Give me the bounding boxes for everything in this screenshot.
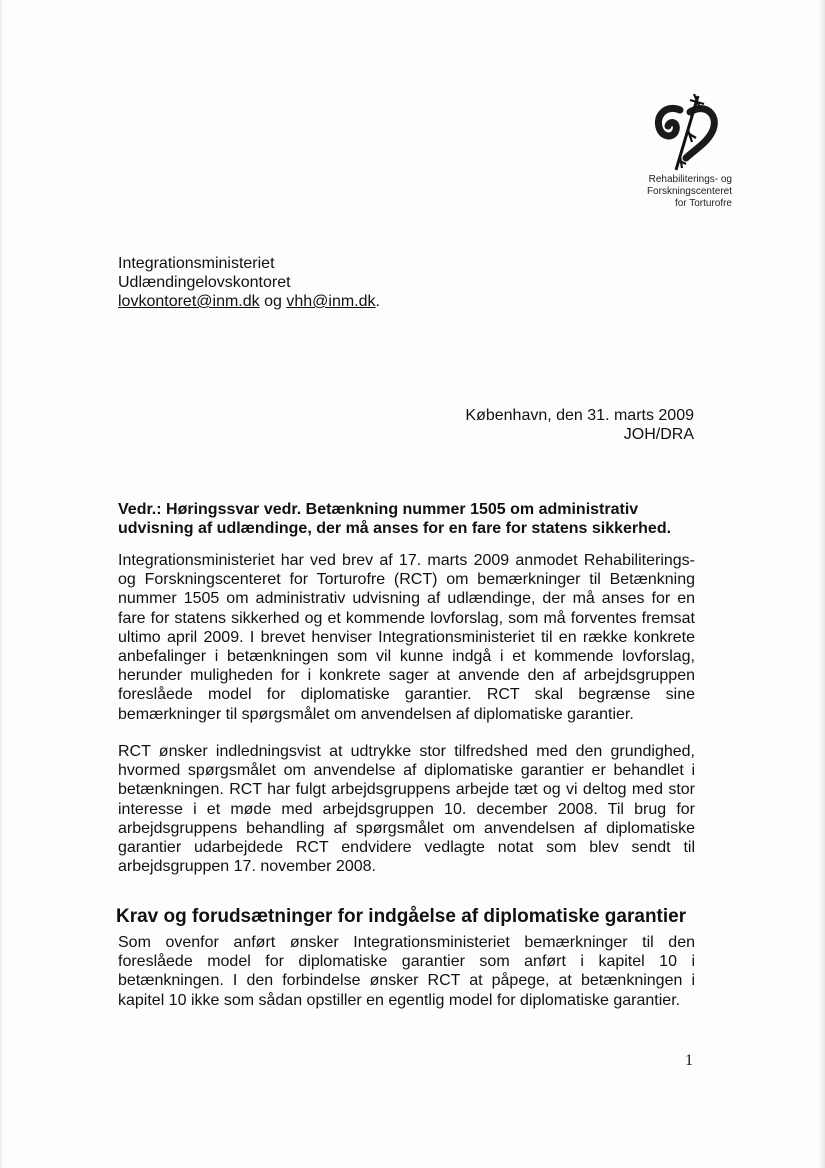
recipient-emails: [118, 292, 380, 311]
scan-edge-right: [819, 0, 825, 1168]
letter-date: København, den 31. marts 2009: [465, 407, 694, 424]
recipient-line-office: Udlændingelovskontoret: [118, 274, 291, 291]
page-number: 1: [685, 1052, 693, 1069]
date-reference-block: [465, 406, 694, 444]
body-paragraph: Integrationsministeriet har ved brev af 17. marts 2009 anmodet Rehabiliterings- og Forskningscenteret for Torturofre (RCT) om bemærkninger til Betænkning nummer 1505 om administrativ udvisning af udlændinge, der må anses for en fare for statens sikkerhed og et kommende lovforslag, som må forventes fremsat ultimo april 2009. I brevet henviser Integrationsministeriet til en række konkrete anbefalinger i betænkningen som vil kunne indgå i et kommende lovforslag, herunder muligheden for i konkrete sager at anvende den af arbejdsgruppen foreslåede model for diplomatiske garantier. RCT skal begrænse sine bemærkninger til spørgsmålet om anvendelsen af diplomatiske garantier.: [118, 552, 695, 723]
scan-edge-left: [0, 0, 3, 1168]
email-trailing-period: .: [375, 293, 380, 310]
email-link-vhh[interactable]: vhh@inm.dk: [286, 293, 376, 310]
logo-line: Rehabiliterings- og: [648, 174, 732, 185]
recipient-address: [118, 254, 380, 311]
body-paragraph: RCT ønsker indledningsvist at udtrykke stor tilfredshed med den grundighed, hvormed spørgsmålet om anvendelse af diplomatiske garantier er behandlet i betænkningen. RCT har fulgt arbejdsgruppens arbejde tæt og vi deltog med stor interesse i et møde med arbejdsgruppen 10. december 2008. Til brug for arbejdsgruppens behandling af spørgsmålet om anvendelsen af diplomatiske garantier udarbejdede RCT endvidere vedlagte notat som blev sendt til arbejdsgruppen 17. november 2008.: [118, 743, 695, 876]
section-paragraph: Som ovenfor anført ønsker Integrationsministeriet bemærkninger til den foreslåede model for diplomatiske garantier som anført i kapitel 10 i betænkningen. I den forbindelse ønsker RCT at påpege, at betænkningen i kapitel 10 ikke som sådan opstiller en egentlig model for diplomatiske garantier.: [118, 934, 695, 1009]
email-link-lovkontoret[interactable]: lovkontoret@inm.dk: [118, 293, 260, 310]
rct-emblem-icon: [650, 92, 722, 172]
logo-caption: [636, 174, 732, 210]
letter-subject: Vedr.: Høringssvar vedr. Betænkning nummer 1505 om administrativ udvisning af udlændinge, der må anses for en fare for statens sikkerhed.: [118, 501, 672, 537]
logo-line: Forskningscenteret: [646, 186, 732, 197]
email-joiner: og: [264, 293, 282, 310]
letter-reference: JOH/DRA: [623, 426, 694, 443]
section-heading: Krav og forudsætninger for indgåelse af diplomatiske garantier: [116, 906, 687, 927]
rct-logo: [636, 92, 736, 210]
recipient-line-ministry: Integrationsministeriet: [118, 255, 275, 272]
logo-line: for Torturofre: [674, 198, 732, 209]
